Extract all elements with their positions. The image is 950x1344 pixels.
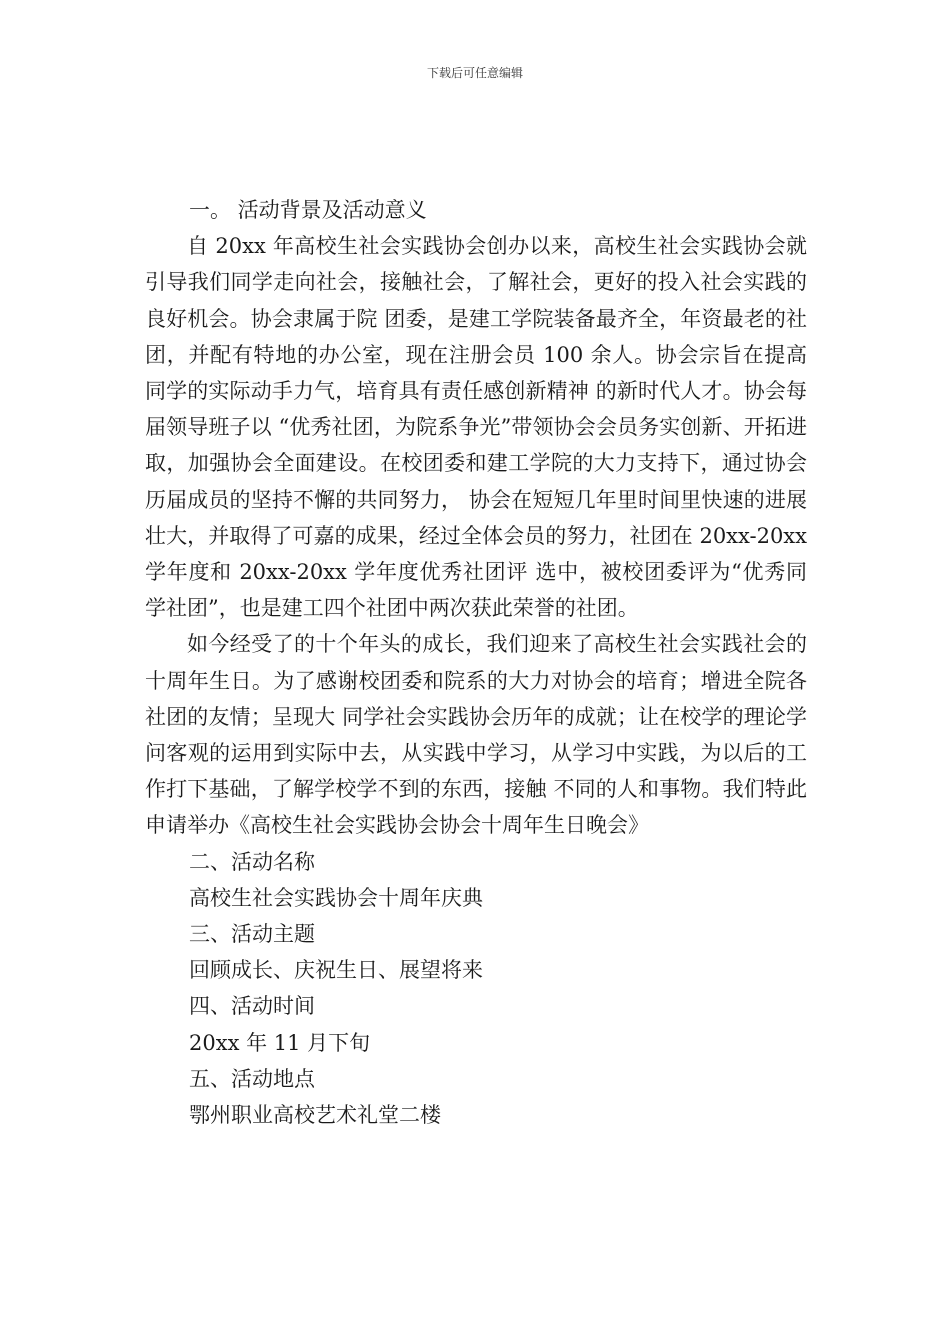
paragraph-background: 自 20xx 年高校生社会实践协会创办以来，高校生社会实践协会就引导我们同学走向社会，接触社会，了解社会，更好的投入社会实践的良好机会。协会隶属于院 团委，是建工学院装备最齐全，年资最老的社团，并配有特地的办公室，现在注册会员 100 余人。协会宗旨在提高同学的实际动手力气，培育具有责任感创新精神 的新时代人才。协会每届领导班子以 “优秀社团，为院系争光”带领协会会员务实创新、开拓进取，加强协会全面建设。在校团委和建工学院的大力支持下，通过协会历届成员的坚持不懈的共同努力， 协会在短短几年里时间里快速的进展壮大，并取得了可嘉的成果，经过全体会员的努力，社团在 20xx-20xx 学年度和 20xx-20xx 学年度优秀社团评 选中，被校团委评为“优秀同学社团”，也是建工四个社团中两次获此荣誉的社团。: [145, 234, 807, 621]
section-4-value: 20xx 年 11 月下旬: [189, 1030, 371, 1055]
section-3-title: 三、活动主题: [189, 922, 315, 947]
document-body: [145, 192, 807, 1133]
section-2-value: 高校生社会实践协会十周年庆典: [189, 885, 483, 910]
page-header: 下载后可任意编辑: [426, 66, 523, 80]
section-3-value: 回顾成长、庆祝生日、展望将来: [189, 958, 483, 983]
section-4-title: 四、活动时间: [189, 994, 315, 1019]
section-5-title: 五、活动地点: [189, 1066, 315, 1091]
section-2-title: 二、活动名称: [189, 849, 315, 874]
section-5-value: 鄂州职业高校艺术礼堂二楼: [189, 1103, 441, 1128]
paragraph-significance: 如今经受了的十个年头的成长，我们迎来了高校生社会实践社会的十周年生日。为了感谢校团委和院系的大力对协会的培育；增进全院各社团的友情；呈现大 同学社会实践协会历年的成就；让在校学的理论学问客观的运用到实际中去，从实践中学习，从学习中实践，为以后的工作打下基础，了解学校学不到的东西，接触 不同的人和事物。我们特此申请举办《高校生社会实践协会协会十周年生日晚会》: [145, 632, 807, 838]
section-1-title: 一。 活动背景及活动意义: [189, 198, 427, 222]
